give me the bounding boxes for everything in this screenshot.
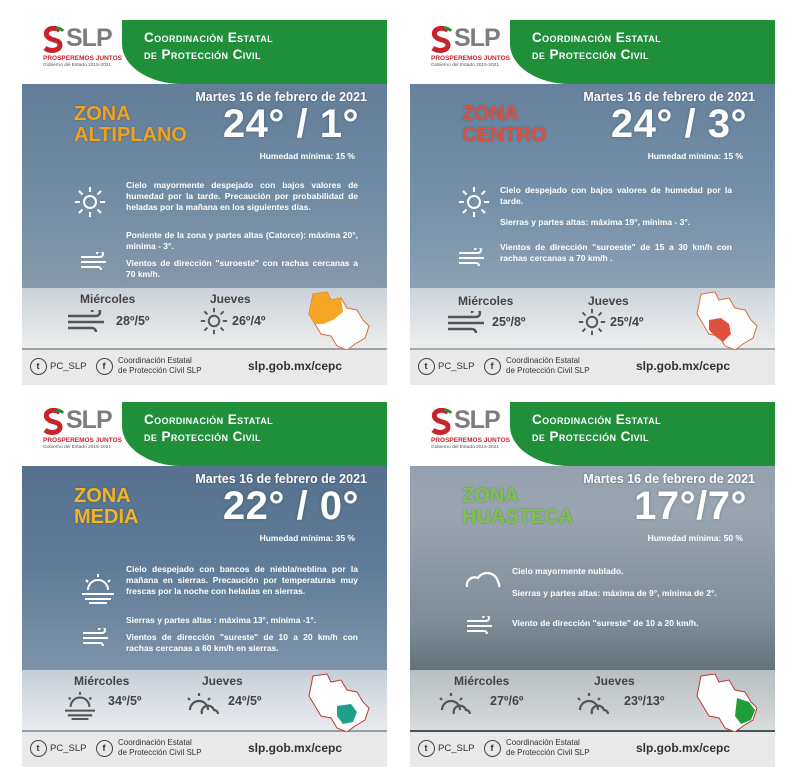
logo-text: SLP <box>66 406 112 434</box>
day2-name: Jueves <box>594 674 635 688</box>
slp-map-altiplano-icon <box>307 290 373 352</box>
slp-logo <box>430 408 510 456</box>
zone-label: ZONA <box>74 485 131 507</box>
forecast-date: Martes 16 de febrero de 2021 <box>195 90 367 104</box>
zone-title: MEDIA <box>74 506 139 528</box>
zone-name <box>74 104 187 146</box>
day2-name: Jueves <box>210 292 251 306</box>
footer-url[interactable]: slp.gob.mx/cepc <box>636 359 731 373</box>
partly-cloudy-icon <box>574 690 610 716</box>
zone-title: CENTRO <box>462 124 547 146</box>
forecast-card-media <box>22 402 387 767</box>
footer <box>22 350 387 385</box>
social-handle[interactable]: PC_SLP <box>438 361 475 372</box>
forecast-card-huasteca <box>410 402 775 767</box>
day1-name: Miércoles <box>458 294 514 308</box>
logo-gov: Gobierno del Estado 2015-2021 <box>431 63 500 68</box>
header-banner <box>122 20 387 84</box>
footer-org-2: de Protección Civil SLP <box>118 748 202 757</box>
temperature-range: 17°/7° <box>634 484 747 528</box>
day2-name: Jueves <box>588 294 629 308</box>
footer-org-1: Coordinación Estatal <box>506 356 580 365</box>
day1-temp: 27º/6º <box>490 694 524 708</box>
day1-temp: 34º/5º <box>108 694 142 708</box>
forecast-paragraph-3: Vientos de dirección "suroeste" de 15 a 30 km/h con rachas cercanas a 70 km/h . <box>500 242 732 263</box>
zone-name <box>462 486 573 528</box>
zone-name <box>74 486 138 528</box>
logo-text: SLP <box>454 24 500 52</box>
logo-slogan: PROSPEREMOS JUNTOS <box>431 55 510 62</box>
slp-logo-icon <box>42 26 66 54</box>
fog-sun-icon <box>62 690 98 720</box>
footer-url[interactable]: slp.gob.mx/cepc <box>636 741 731 755</box>
forecast-date: Martes 16 de febrero de 2021 <box>195 472 367 486</box>
twitter-icon[interactable]: t <box>418 740 435 757</box>
zone-title: ALTIPLANO <box>74 124 187 146</box>
logo-gov: Gobierno del Estado 2015-2021 <box>43 445 112 450</box>
header-banner <box>122 402 387 466</box>
sun-icon <box>578 308 606 336</box>
day2-temp: 24º/5º <box>228 694 262 708</box>
forecast-card-centro <box>410 20 775 385</box>
partly-cloudy-icon <box>184 690 220 716</box>
logo-slogan: PROSPEREMOS JUNTOS <box>43 55 122 62</box>
twitter-icon[interactable]: t <box>418 358 435 375</box>
footer <box>22 732 387 767</box>
footer <box>410 350 775 385</box>
slp-logo <box>42 26 122 74</box>
forecast-paragraph-1: Cielo mayormente nublado. <box>512 566 624 576</box>
wind-icon <box>466 616 496 634</box>
twitter-icon[interactable]: t <box>30 740 47 757</box>
temperature-range: 24° / 1° <box>222 102 359 146</box>
wind-icon <box>458 248 488 266</box>
header-banner <box>510 402 775 466</box>
humidity: Humedad mínima: 35 % <box>259 533 355 543</box>
zone-label: ZONA <box>462 485 519 507</box>
org-title-1: Coordinación Estatal <box>144 412 273 427</box>
footer-org-2: de Protección Civil SLP <box>506 366 590 375</box>
forecast-paragraph-2: Sierras y partes altas: máxima de 9°, mínima de 2°. <box>512 588 717 598</box>
day2-temp: 26º/4º <box>232 314 266 328</box>
logo-slogan: PROSPEREMOS JUNTOS <box>43 437 122 444</box>
temperature-range: 22° / 0° <box>222 484 359 528</box>
footer-org-1: Coordinación Estatal <box>118 356 192 365</box>
day1-temp: 28º/5º <box>116 314 150 328</box>
slp-logo-icon <box>430 408 454 436</box>
footer <box>410 732 775 767</box>
forecast-date: Martes 16 de febrero de 2021 <box>583 472 755 486</box>
humidity: Humedad mínima: 15 % <box>647 151 743 161</box>
header-banner <box>510 20 775 84</box>
org-title-1: Coordinación Estatal <box>532 412 661 427</box>
logo-text: SLP <box>454 406 500 434</box>
partly-cloudy-icon <box>436 690 472 716</box>
wind-icon <box>80 252 110 270</box>
wind-icon <box>446 311 490 333</box>
footer-org-2: de Protección Civil SLP <box>118 366 202 375</box>
slp-logo-icon <box>430 26 454 54</box>
wind-icon <box>66 310 110 332</box>
logo-slogan: PROSPEREMOS JUNTOS <box>431 437 510 444</box>
facebook-icon[interactable]: f <box>484 740 501 757</box>
wind-icon <box>82 628 112 646</box>
footer-url[interactable]: slp.gob.mx/cepc <box>248 359 343 373</box>
forecast-date: Martes 16 de febrero de 2021 <box>583 90 755 104</box>
logo-gov: Gobierno del Estado 2015-2021 <box>43 63 112 68</box>
social-handle[interactable]: PC_SLP <box>50 743 87 754</box>
forecast-paragraph-2: Poniente de la zona y partes altas (Catorce): máxima 20°, mínima - 3°. <box>126 230 358 251</box>
forecast-paragraph-3: Vientos de dirección "sureste" de 10 a 20 km/h con rachas cercanas a 60 km/h en sierras. <box>126 632 358 653</box>
day1-name: Miércoles <box>80 292 136 306</box>
org-title-2: de Protección Civil <box>532 429 649 444</box>
slp-map-huasteca-icon <box>695 672 761 734</box>
zone-label: ZONA <box>462 103 519 125</box>
social-handle[interactable]: PC_SLP <box>438 743 475 754</box>
forecast-paragraph-1: Cielo despejado con bancos de niebla/neblina por la mañana en sierras. Precaución por temperaturas muy frescas por la noche con heladas en sierras. <box>126 564 358 596</box>
logo-text: SLP <box>66 24 112 52</box>
facebook-icon[interactable]: f <box>96 740 113 757</box>
org-title-1: Coordinación Estatal <box>532 30 661 45</box>
forecast-paragraph-1: Cielo mayormente despejado con bajos valores de humedad por la tarde. Precaución por probabilidad de heladas por la mañana en los siguientes días. <box>126 180 358 212</box>
facebook-icon[interactable]: f <box>484 358 501 375</box>
slp-logo-icon <box>42 408 66 436</box>
logo-gov: Gobierno del Estado 2015-2021 <box>431 445 500 450</box>
fog-sun-icon <box>80 572 116 604</box>
forecast-card-altiplano <box>22 20 387 385</box>
footer-org-1: Coordinación Estatal <box>118 738 192 747</box>
org-title-2: de Protección Civil <box>532 47 649 62</box>
sun-icon <box>74 186 106 218</box>
day1-temp: 25º/8º <box>492 315 526 329</box>
forecast-paragraph-1: Cielo despejado con bajos valores de humedad por la tarde. <box>500 185 732 206</box>
forecast-paragraph-3: Vientos de dirección "suroeste" con rachas cercanas a 70 km/h. <box>126 258 358 279</box>
temperature-range: 24° / 3° <box>610 102 747 146</box>
humidity: Humedad mínima: 50 % <box>647 533 743 543</box>
zone-title: HUASTECA <box>462 506 574 528</box>
org-title-2: de Protección Civil <box>144 429 261 444</box>
day2-name: Jueves <box>202 674 243 688</box>
day1-name: Miércoles <box>74 674 130 688</box>
sun-icon <box>200 307 228 335</box>
forecast-paragraph-3: Viento de dirección "sureste" de 10 a 20 km/h. <box>512 618 699 628</box>
footer-org-2: de Protección Civil SLP <box>506 748 590 757</box>
slp-logo <box>42 408 122 456</box>
forecast-paragraph-2: Sierras y partes altas: máxima 19°, mínima - 3°. <box>500 217 691 227</box>
day2-temp: 25º/4º <box>610 315 644 329</box>
social-handle[interactable]: PC_SLP <box>50 361 87 372</box>
slp-map-media-icon <box>307 672 373 734</box>
zone-label: ZONA <box>74 103 131 125</box>
slp-logo <box>430 26 510 74</box>
org-title-1: Coordinación Estatal <box>144 30 273 45</box>
cloud-icon <box>464 568 502 590</box>
forecast-paragraph-2: Sierras y partes altas : máxima 13°, mínima -1°. <box>126 615 317 625</box>
day2-temp: 23º/13º <box>624 694 665 708</box>
sun-icon <box>458 186 490 218</box>
zone-name <box>462 104 546 146</box>
facebook-icon[interactable]: f <box>96 358 113 375</box>
humidity: Humedad mínima: 15 % <box>259 151 355 161</box>
slp-map-centro-icon <box>695 290 761 352</box>
org-title-2: de Protección Civil <box>144 47 261 62</box>
footer-org-1: Coordinación Estatal <box>506 738 580 747</box>
twitter-icon[interactable]: t <box>30 358 47 375</box>
footer-url[interactable]: slp.gob.mx/cepc <box>248 741 343 755</box>
day1-name: Miércoles <box>454 674 510 688</box>
